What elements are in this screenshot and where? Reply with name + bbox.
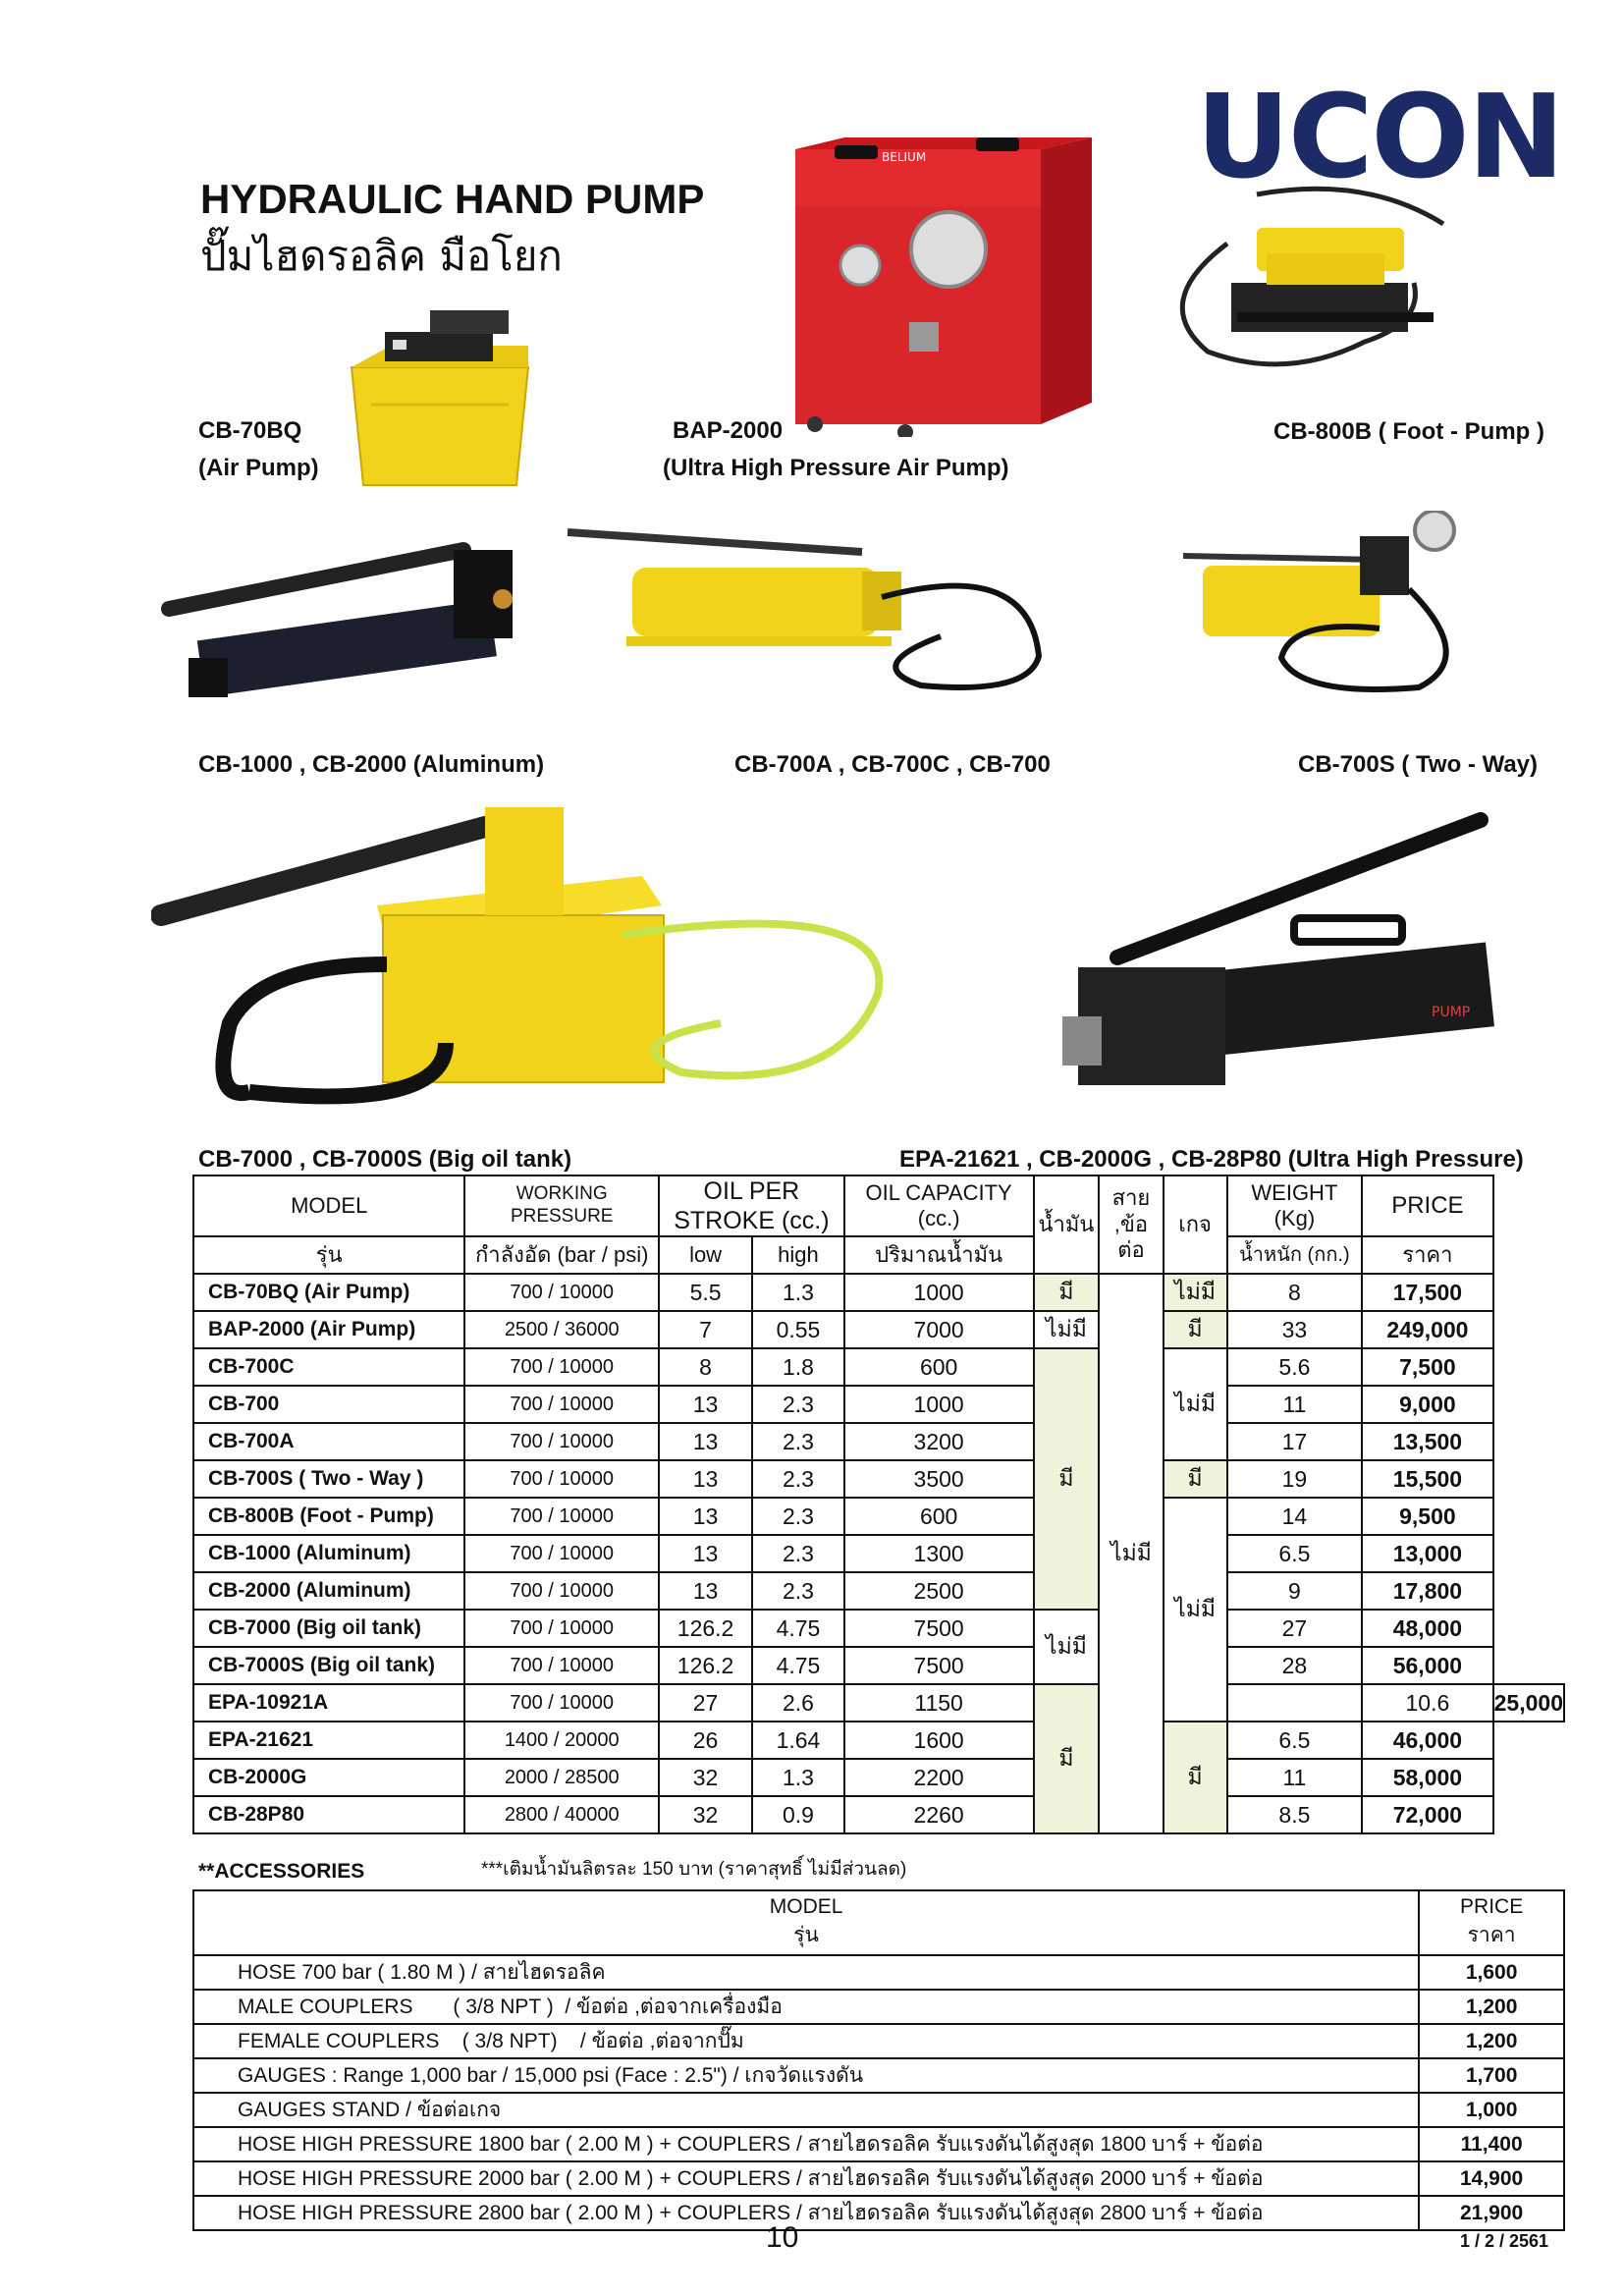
row-low: 13 xyxy=(659,1498,752,1535)
row-low: 32 xyxy=(659,1759,752,1796)
row-high: 1.3 xyxy=(752,1759,844,1796)
row-price: 15,500 xyxy=(1362,1460,1492,1498)
row-weight: 14 xyxy=(1227,1498,1363,1535)
row-price: 9,500 xyxy=(1362,1498,1492,1535)
row-pressure: 2800 / 40000 xyxy=(464,1796,659,1833)
acc-price: 11,400 xyxy=(1419,2127,1564,2161)
row-high: 1.8 xyxy=(752,1348,844,1386)
row-price: 17,500 xyxy=(1362,1274,1492,1311)
caption-cb-70bq-note: (Air Pump) xyxy=(198,455,319,481)
cb-800b-image xyxy=(1168,185,1445,377)
row-model: CB-700C xyxy=(193,1348,464,1386)
table-row xyxy=(193,2093,1564,2127)
row-high: 1.3 xyxy=(752,1274,844,1311)
acc-header-price-en: PRICE xyxy=(1460,1894,1524,1918)
header-hose xyxy=(1099,1175,1163,1274)
row-pressure: 700 / 10000 xyxy=(464,1572,659,1610)
row-weight: 11 xyxy=(1227,1386,1363,1423)
table-row xyxy=(193,1311,1564,1348)
row-pressure: 700 / 10000 xyxy=(464,1647,659,1684)
acc-price: 21,900 xyxy=(1419,2196,1564,2230)
acc-price: 1,700 xyxy=(1419,2058,1564,2093)
row-high: 0.9 xyxy=(752,1796,844,1833)
row-low: 5.5 xyxy=(659,1274,752,1311)
row-model: CB-700A xyxy=(193,1423,464,1460)
cb-70bq-image xyxy=(342,306,538,488)
row-capacity: 1300 xyxy=(844,1535,1034,1572)
header-price: PRICE xyxy=(1362,1175,1492,1236)
table-row xyxy=(193,2127,1564,2161)
header-model-th: รุ่น xyxy=(193,1236,464,1274)
acc-desc: GAUGES STAND / ข้อต่อเกจ xyxy=(193,2093,1419,2127)
table-row xyxy=(193,2058,1564,2093)
row-high: 0.55 xyxy=(752,1311,844,1348)
row-high: 4.75 xyxy=(752,1647,844,1684)
row-high: 4.75 xyxy=(752,1610,844,1647)
row-model: CB-2000G xyxy=(193,1759,464,1796)
table-row xyxy=(193,1990,1564,2024)
row-pressure: 700 / 10000 xyxy=(464,1498,659,1535)
header-working-line2: PRESSURE xyxy=(510,1206,614,1227)
table-row xyxy=(193,1647,1564,1684)
header-capacity-th: ปริมาณน้ำมัน xyxy=(844,1236,1034,1274)
row-weight: 5.6 xyxy=(1227,1348,1363,1386)
row-price: 46,000 xyxy=(1362,1722,1492,1759)
row-low: 13 xyxy=(659,1460,752,1498)
page-date: 1 / 2 / 2561 xyxy=(1460,2231,1549,2251)
page-title: HYDRAULIC HAND PUMP xyxy=(200,176,705,222)
row-model: CB-70BQ (Air Pump) xyxy=(193,1274,464,1311)
row-model: CB-7000S (Big oil tank) xyxy=(193,1647,464,1684)
acc-header-model xyxy=(193,1890,1419,1955)
row-weight: 28 xyxy=(1227,1647,1363,1684)
row-high: 2.3 xyxy=(752,1535,844,1572)
row-weight: 33 xyxy=(1227,1311,1363,1348)
table-row xyxy=(193,2161,1564,2196)
acc-desc: FEMALE COUPLERS ( 3/8 NPT) / ข้อต่อ ,ต่อจากปั๊ม xyxy=(193,2024,1419,2058)
pump-label-text: PUMP xyxy=(1432,1005,1471,1020)
page-number: 10 xyxy=(766,2221,799,2254)
table-row xyxy=(193,1460,1564,1498)
row-weight: 9 xyxy=(1227,1572,1363,1610)
row-pressure: 700 / 10000 xyxy=(464,1348,659,1386)
hose-no-cell: ไม่มี xyxy=(1099,1274,1163,1833)
row-model: CB-7000 (Big oil tank) xyxy=(193,1610,464,1647)
bap-brand-text: BELIUM xyxy=(882,150,927,164)
accessories-note: ***เติมน้ำมันลิตรละ 150 บาท (ราคาสุทธิ์ ไม่มีส่วนลด) xyxy=(481,1859,907,1880)
header-weight xyxy=(1227,1175,1363,1236)
cb-700s-image xyxy=(1183,511,1468,699)
row-model: EPA-21621 xyxy=(193,1722,464,1759)
header-oil-per-stroke xyxy=(659,1175,844,1236)
row-weight: 10.6 xyxy=(1362,1684,1492,1722)
table-row xyxy=(193,1572,1564,1610)
ucon-logo: UCON xyxy=(1196,69,1563,204)
header-model: MODEL xyxy=(193,1175,464,1236)
row-low: 126.2 xyxy=(659,1647,752,1684)
header-gauge: เกจ xyxy=(1164,1175,1227,1274)
pump-price-table xyxy=(192,1175,1565,1834)
row-capacity: 1000 xyxy=(844,1386,1034,1423)
row-low: 13 xyxy=(659,1572,752,1610)
gauge-yes-cell: มี xyxy=(1164,1722,1227,1833)
row-low: 27 xyxy=(659,1684,752,1722)
acc-price: 1,200 xyxy=(1419,1990,1564,2024)
caption-cb-70bq xyxy=(198,412,319,487)
oil-yes-cell: มี xyxy=(1034,1684,1100,1833)
oil-no-cell: ไม่มี xyxy=(1034,1610,1100,1684)
row-capacity: 7000 xyxy=(844,1311,1034,1348)
table-row xyxy=(193,1759,1564,1796)
row-low: 32 xyxy=(659,1796,752,1833)
acc-price: 1,000 xyxy=(1419,2093,1564,2127)
header-weight-line1: WEIGHT xyxy=(1251,1179,1338,1205)
row-capacity: 600 xyxy=(844,1348,1034,1386)
header-working-line1: WORKING xyxy=(515,1183,608,1205)
caption-bap-2000-model: BAP-2000 xyxy=(673,417,784,444)
acc-desc: HOSE HIGH PRESSURE 2000 bar ( 2.00 M ) + COUPLERS / สายไฮดรอลิค รับแรงดันได้สูงสุด 2000 บาร์ + ข้อต่อ xyxy=(193,2161,1419,2196)
row-model: CB-700 xyxy=(193,1386,464,1423)
acc-header-price-th: ราคา xyxy=(1467,1923,1516,1946)
row-low: 13 xyxy=(659,1535,752,1572)
row-pressure: 700 / 10000 xyxy=(464,1535,659,1572)
acc-desc: GAUGES : Range 1,000 bar / 15,000 psi (Face : 2.5") / เกจวัดแรงดัน xyxy=(193,2058,1419,2093)
acc-header-model-th: รุ่น xyxy=(793,1923,819,1946)
header-hose-line3: ต่อ xyxy=(1117,1237,1145,1263)
table-row xyxy=(193,1423,1564,1460)
row-pressure: 700 / 10000 xyxy=(464,1423,659,1460)
acc-header-model-en: MODEL xyxy=(769,1894,843,1918)
row-price: 13,000 xyxy=(1362,1535,1492,1572)
caption-cb-1000: CB-1000 , CB-2000 (Aluminum) xyxy=(198,751,545,778)
header-working xyxy=(464,1175,659,1236)
header-capacity-line1: OIL CAPACITY xyxy=(865,1179,1012,1205)
row-high: 2.3 xyxy=(752,1572,844,1610)
acc-price: 14,900 xyxy=(1419,2161,1564,2196)
header-hose-line1: สาย xyxy=(1111,1185,1151,1211)
header-oil: น้ำมัน xyxy=(1034,1175,1100,1274)
row-capacity: 2200 xyxy=(844,1759,1034,1796)
row-pressure: 700 / 10000 xyxy=(464,1610,659,1647)
caption-cb-700a: CB-700A , CB-700C , CB-700 xyxy=(734,751,1051,778)
table-row xyxy=(193,1386,1564,1423)
table-row xyxy=(193,1796,1564,1833)
row-model: CB-2000 (Aluminum) xyxy=(193,1572,464,1610)
row-weight: 6.5 xyxy=(1227,1535,1363,1572)
header-weight-th: น้ำหนัก (กก.) xyxy=(1227,1236,1363,1274)
row-price: 25,000 xyxy=(1493,1684,1564,1722)
acc-desc: HOSE 700 bar ( 1.80 M ) / สายไฮดรอลิค xyxy=(193,1955,1419,1990)
row-capacity: 1600 xyxy=(844,1722,1034,1759)
row-model: BAP-2000 (Air Pump) xyxy=(193,1311,464,1348)
gauge-yes-cell: มี xyxy=(1164,1460,1227,1498)
table-row xyxy=(193,1684,1564,1722)
table-row xyxy=(193,1535,1564,1572)
bap-2000-image xyxy=(795,137,1092,437)
oil-yes-cell: มี xyxy=(1034,1274,1100,1311)
row-price: 13,500 xyxy=(1362,1423,1492,1460)
table-row xyxy=(193,2024,1564,2058)
row-model: EPA-10921A xyxy=(193,1684,464,1722)
accessories-title: **ACCESSORIES xyxy=(198,1860,365,1883)
row-high: 2.3 xyxy=(752,1498,844,1535)
row-capacity: 2500 xyxy=(844,1572,1034,1610)
caption-cb-70bq-model: CB-70BQ xyxy=(198,417,302,444)
row-price: 56,000 xyxy=(1362,1647,1492,1684)
row-low: 13 xyxy=(659,1423,752,1460)
gauge-no-cell: ไม่มี xyxy=(1164,1498,1227,1722)
row-pressure: 700 / 10000 xyxy=(464,1684,659,1722)
row-weight: 27 xyxy=(1227,1610,1363,1647)
row-price: 58,000 xyxy=(1362,1759,1492,1796)
row-model: CB-700S ( Two - Way ) xyxy=(193,1460,464,1498)
row-capacity: 2260 xyxy=(844,1796,1034,1833)
accessories-table xyxy=(192,1889,1565,2231)
table-row xyxy=(193,1610,1564,1647)
gauge-no-cell: ไม่มี xyxy=(1164,1348,1227,1460)
row-low: 126.2 xyxy=(659,1610,752,1647)
header-low: low xyxy=(659,1236,752,1274)
row-price: 72,000 xyxy=(1362,1796,1492,1833)
header-hose-line2: ,ข้อ xyxy=(1113,1211,1149,1236)
caption-cb-700s: CB-700S ( Two - Way) xyxy=(1298,751,1539,778)
header-working-th: กำลังอัด (bar / psi) xyxy=(464,1236,659,1274)
row-price: 7,500 xyxy=(1362,1348,1492,1386)
acc-price: 1,200 xyxy=(1419,2024,1564,2058)
table-row xyxy=(193,1498,1564,1535)
row-capacity: 7500 xyxy=(844,1647,1034,1684)
caption-cb-800b: CB-800B ( Foot - Pump ) xyxy=(1273,418,1544,445)
oil-no-cell: ไม่มี xyxy=(1034,1311,1100,1348)
epa-21621-image xyxy=(1049,810,1498,1105)
row-weight: 17 xyxy=(1227,1423,1363,1460)
acc-price: 1,600 xyxy=(1419,1955,1564,1990)
table-row xyxy=(193,1348,1564,1386)
row-pressure: 1400 / 20000 xyxy=(464,1722,659,1759)
acc-desc: HOSE HIGH PRESSURE 1800 bar ( 2.00 M ) + COUPLERS / สายไฮดรอลิค รับแรงดันได้สูงสุด 1800 บาร์ + ข้อต่อ xyxy=(193,2127,1419,2161)
header-oil-capacity xyxy=(844,1175,1034,1236)
table-row xyxy=(193,1955,1564,1990)
cb-7000-image xyxy=(151,797,907,1129)
row-pressure: 2000 / 28500 xyxy=(464,1759,659,1796)
header-oil-per-line1: OIL PER xyxy=(703,1177,800,1205)
row-price: 249,000 xyxy=(1362,1311,1492,1348)
row-weight: 8.5 xyxy=(1227,1796,1363,1833)
cb-1000-image xyxy=(159,511,530,712)
row-model: CB-1000 (Aluminum) xyxy=(193,1535,464,1572)
row-price: 9,000 xyxy=(1362,1386,1492,1423)
row-low: 8 xyxy=(659,1348,752,1386)
header-weight-line2: (Kg) xyxy=(1273,1206,1316,1230)
row-high: 2.3 xyxy=(752,1460,844,1498)
gauge-yes-cell: มี xyxy=(1164,1311,1227,1348)
row-low: 13 xyxy=(659,1386,752,1423)
gauge-empty-cell xyxy=(1227,1684,1363,1722)
caption-epa-21621: EPA-21621 , CB-2000G , CB-28P80 (Ultra High Pressure) xyxy=(899,1146,1524,1173)
header-oil-per-line2: STROKE (cc.) xyxy=(674,1207,830,1234)
table-row xyxy=(193,1274,1564,1311)
row-price: 17,800 xyxy=(1362,1572,1492,1610)
row-pressure: 700 / 10000 xyxy=(464,1460,659,1498)
header-capacity-line2: (cc.) xyxy=(917,1206,960,1230)
row-capacity: 1000 xyxy=(844,1274,1034,1311)
row-capacity: 1150 xyxy=(844,1684,1034,1722)
row-pressure: 2500 / 36000 xyxy=(464,1311,659,1348)
row-capacity: 3500 xyxy=(844,1460,1034,1498)
acc-desc: HOSE HIGH PRESSURE 2800 bar ( 2.00 M ) + COUPLERS / สายไฮดรอลิค รับแรงดันได้สูงสุด 2800 บาร์ + ข้อต่อ xyxy=(193,2196,1419,2230)
row-model: CB-28P80 xyxy=(193,1796,464,1833)
row-high: 2.3 xyxy=(752,1423,844,1460)
row-capacity: 7500 xyxy=(844,1610,1034,1647)
gauge-no-cell: ไม่มี xyxy=(1164,1274,1227,1311)
row-high: 1.64 xyxy=(752,1722,844,1759)
caption-bap-2000 xyxy=(663,412,1009,487)
acc-desc: MALE COUPLERS ( 3/8 NPT ) / ข้อต่อ ,ต่อจากเครื่องมือ xyxy=(193,1990,1419,2024)
row-weight: 6.5 xyxy=(1227,1722,1363,1759)
table-row xyxy=(193,2196,1564,2230)
row-capacity: 600 xyxy=(844,1498,1034,1535)
row-model: CB-800B (Foot - Pump) xyxy=(193,1498,464,1535)
row-capacity: 3200 xyxy=(844,1423,1034,1460)
row-high: 2.3 xyxy=(752,1386,844,1423)
row-weight: 19 xyxy=(1227,1460,1363,1498)
oil-yes-cell: มี xyxy=(1034,1348,1100,1610)
row-low: 26 xyxy=(659,1722,752,1759)
acc-header-price xyxy=(1419,1890,1564,1955)
header-price-th: ราคา xyxy=(1362,1236,1492,1274)
row-weight: 8 xyxy=(1227,1274,1363,1311)
row-pressure: 700 / 10000 xyxy=(464,1274,659,1311)
page-subtitle: ปั๊มไฮดรอลิค มือโยก xyxy=(200,232,563,280)
caption-cb-7000: CB-7000 , CB-7000S (Big oil tank) xyxy=(198,1146,572,1173)
header-high: high xyxy=(752,1236,844,1274)
caption-bap-2000-note: (Ultra High Pressure Air Pump) xyxy=(663,455,1009,481)
cb-700a-image xyxy=(568,519,1049,700)
row-pressure: 700 / 10000 xyxy=(464,1386,659,1423)
row-price: 48,000 xyxy=(1362,1610,1492,1647)
row-low: 7 xyxy=(659,1311,752,1348)
row-high: 2.6 xyxy=(752,1684,844,1722)
row-weight: 11 xyxy=(1227,1759,1363,1796)
table-row xyxy=(193,1722,1564,1759)
